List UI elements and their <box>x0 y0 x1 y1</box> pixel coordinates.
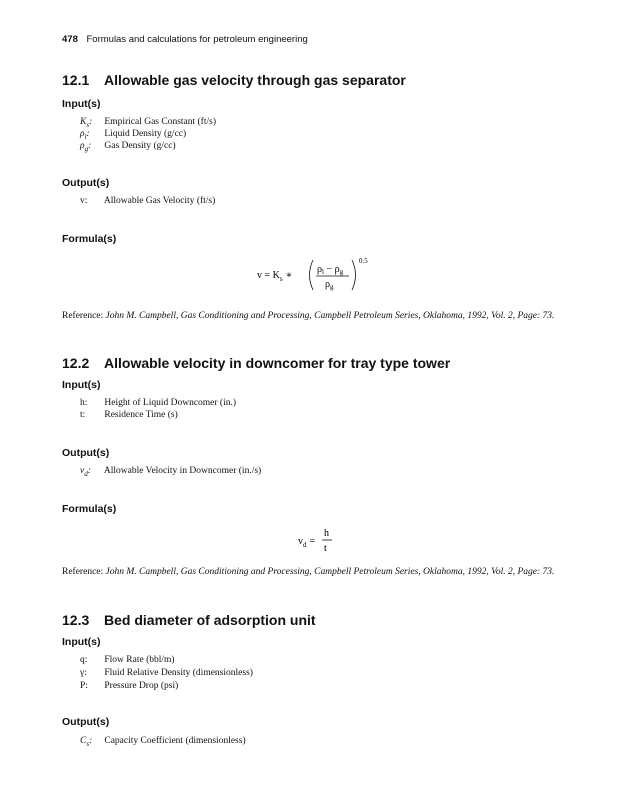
input-row: $\rho_g$: Gas Density (g/cc) <box>80 141 176 153</box>
reference-text: John M. Campbell, Gas Conditioning and Processing, Campbell Petroleum Series, Oklahoma, 1992, Vol. 2, Page: 73. <box>105 311 555 321</box>
reference-12-1 <box>62 310 567 323</box>
formula-gas-velocity <box>255 252 375 298</box>
formula-denominator: t <box>324 543 327 554</box>
input-description: Pressure Drop (psi) <box>104 681 179 691</box>
input-description: Height of Liquid Downcomer (in.) <box>104 398 237 408</box>
input-row: h: Height of Liquid Downcomer (in.) <box>80 398 237 408</box>
outputs-heading: Output(s) <box>62 716 110 728</box>
running-title: Formulas and calculations for petroleum engineering <box>86 34 308 45</box>
outputs-heading: Output(s) <box>62 447 110 459</box>
section-number: 12.2 <box>62 355 90 371</box>
section-title: Bed diameter of adsorption unit <box>104 612 316 628</box>
formula-heading: Formula(s) <box>62 233 117 245</box>
formula-lhs: $v_d$ = <box>298 536 316 549</box>
input-description: Liquid Density (g/cc) <box>104 129 187 139</box>
section-title: Allowable velocity in downcomer for tray type tower <box>104 355 451 371</box>
section-heading-12-2 <box>62 355 450 371</box>
formula-numerator: h <box>324 528 329 539</box>
input-row: $\rho_l$: Liquid Density (g/cc) <box>80 129 187 141</box>
input-row: $K_s$: Empirical Gas Constant (ft/s) <box>80 117 216 129</box>
reference-label: Reference: <box>62 311 104 321</box>
formula-exponent: 0.5 <box>359 257 368 265</box>
inputs-heading: Input(s) <box>62 636 101 648</box>
input-description: Flow Rate (bbl/m) <box>104 655 175 665</box>
section-heading-12-1 <box>62 72 406 88</box>
section-title: Allowable gas velocity through gas separator <box>104 72 406 88</box>
section-heading-12-3 <box>62 612 316 628</box>
input-row: q: Flow Rate (bbl/m) <box>80 655 175 665</box>
formula-denominator: $\rho_g$ <box>325 279 334 291</box>
reference-text: John M. Campbell, Gas Conditioning and Processing, Campbell Petroleum Series, Oklahoma, 1992, Vol. 2, Page: 73. <box>105 567 555 577</box>
section-number: 12.1 <box>62 72 90 88</box>
reference-label: Reference: <box>62 567 104 577</box>
output-description: Allowable Velocity in Downcomer (in./s) <box>103 466 262 476</box>
formula-lhs: $v = K_s$ ∗ <box>257 270 293 283</box>
left-paren <box>310 260 314 290</box>
formula-numerator: $\rho_l - \rho_g$ <box>317 264 344 276</box>
page-number: 478 <box>62 34 78 45</box>
input-row: γ: Fluid Relative Density (dimensionless) <box>80 668 253 678</box>
input-description: Fluid Relative Density (dimensionless) <box>104 668 253 678</box>
formula-heading: Formula(s) <box>62 503 117 515</box>
input-description: Residence Time (s) <box>104 410 178 420</box>
reference-12-2 <box>62 566 567 579</box>
input-row: t: Residence Time (s) <box>80 410 178 420</box>
input-description: Empirical Gas Constant (ft/s) <box>104 117 216 127</box>
output-row: $C_s$: Capacity Coefficient (dimensionless) <box>80 736 246 748</box>
inputs-heading: Input(s) <box>62 379 101 391</box>
section-number: 12.3 <box>62 612 90 628</box>
output-description: Capacity Coefficient (dimensionless) <box>104 736 246 746</box>
running-header <box>62 34 308 45</box>
input-description: Gas Density (g/cc) <box>104 141 176 151</box>
inputs-heading: Input(s) <box>62 98 101 110</box>
right-paren <box>352 260 356 290</box>
outputs-heading: Output(s) <box>62 177 110 189</box>
output-row: $v_d$: Allowable Velocity in Downcomer (in./s) <box>80 466 262 478</box>
input-row: P: Pressure Drop (psi) <box>80 681 179 691</box>
formula-downcomer-velocity <box>296 522 336 556</box>
output-description: Allowable Gas Velocity (ft/s) <box>103 196 216 206</box>
output-row: v: Allowable Gas Velocity (ft/s) <box>80 196 216 206</box>
